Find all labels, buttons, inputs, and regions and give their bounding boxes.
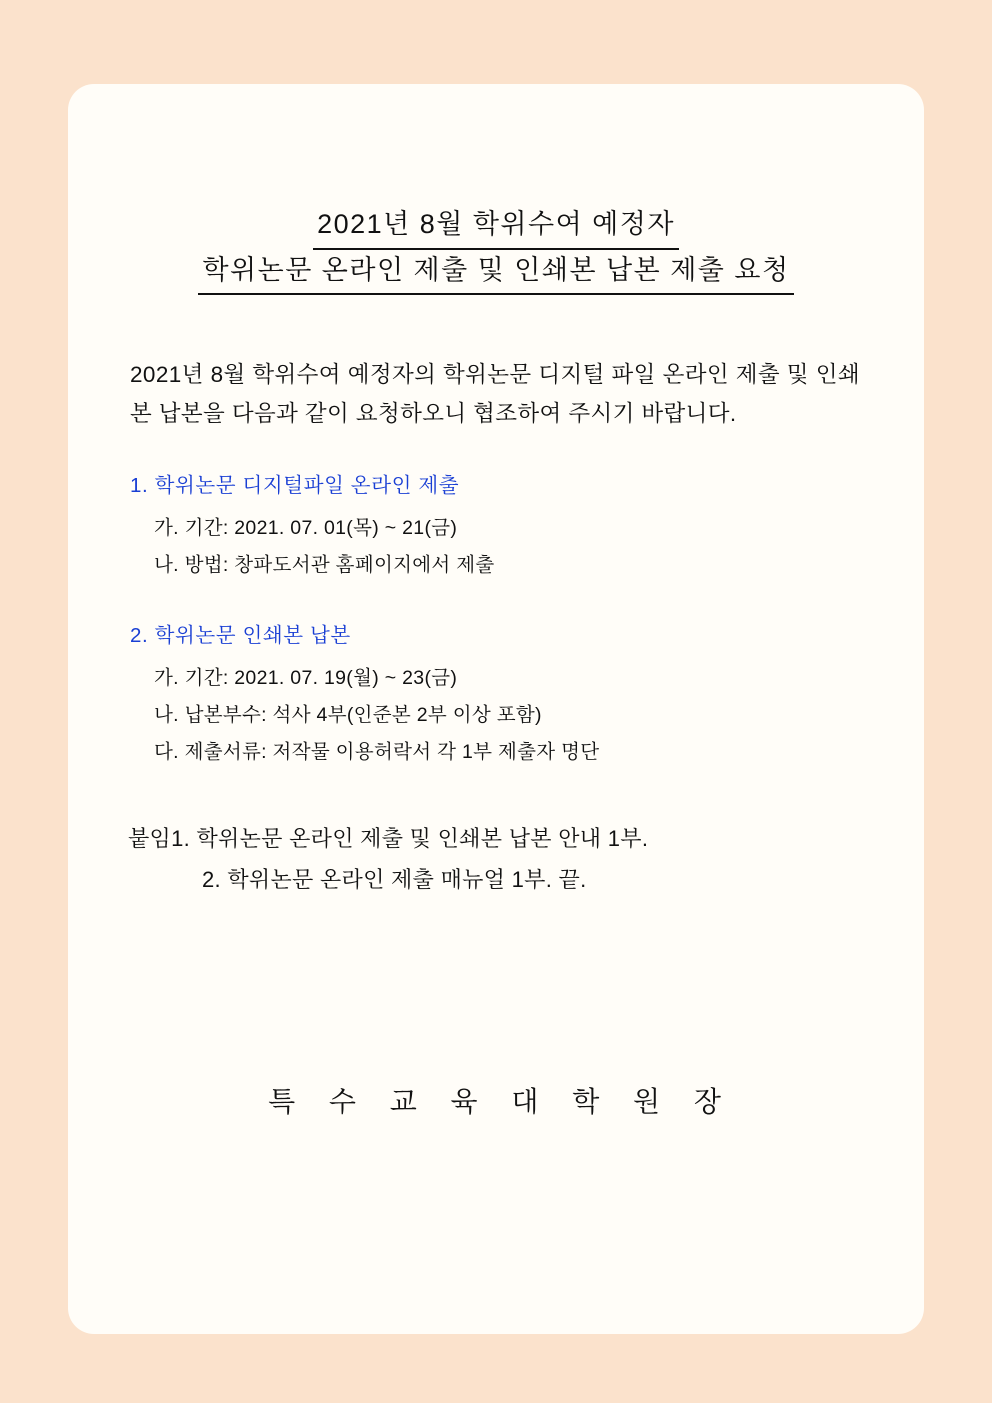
section-print-deposit: [94, 618, 898, 771]
section-1-item-2: 나. 방법: 창파도서관 홈페이지에서 제출: [154, 553, 495, 576]
section-2-item-2: 나. 납본부수: 석사 4부(인준본 2부 이상 포함): [154, 703, 542, 726]
title-line-2: 학위논문 온라인 제출 및 인쇄본 납본 제출 요청: [198, 250, 793, 296]
section-2-heading: 2. 학위논문 인쇄본 납본: [130, 623, 351, 647]
section-2-item-3: 다. 제출서류: 저작물 이용허락서 각 1부 제출자 명단: [154, 740, 600, 763]
page-title: [94, 204, 898, 295]
attachment-list: [94, 819, 898, 900]
attachment-line-1: 붙임1. 학위논문 온라인 제출 및 인쇄본 납본 안내 1부.: [128, 825, 649, 851]
section-1-item-1: 가. 기간: 2021. 07. 01(목) ~ 21(금): [154, 516, 458, 539]
section-2-item-1: 가. 기간: 2021. 07. 19(월) ~ 23(금): [154, 666, 458, 689]
issuer-signature: 특 수 교 육 대 학 원 장: [268, 1086, 734, 1118]
document-content: [94, 114, 898, 1304]
section-online-submission: [94, 468, 898, 584]
section-1-heading: 1. 학위논문 디지털파일 온라인 제출: [130, 473, 460, 497]
title-line-1: 2021년 8월 학위수여 예정자: [313, 204, 679, 250]
intro-paragraph: 2021년 8월 학위수여 예정자의 학위논문 디지털 파일 온라인 제출 및 인쇄본 납본을 다음과 같이 요청하오니 협조하여 주시기 바랍니다.: [130, 362, 860, 427]
document-page: [68, 84, 924, 1334]
attachment-line-2: 2. 학위논문 온라인 제출 매뉴얼 1부. 끝.: [202, 866, 587, 892]
